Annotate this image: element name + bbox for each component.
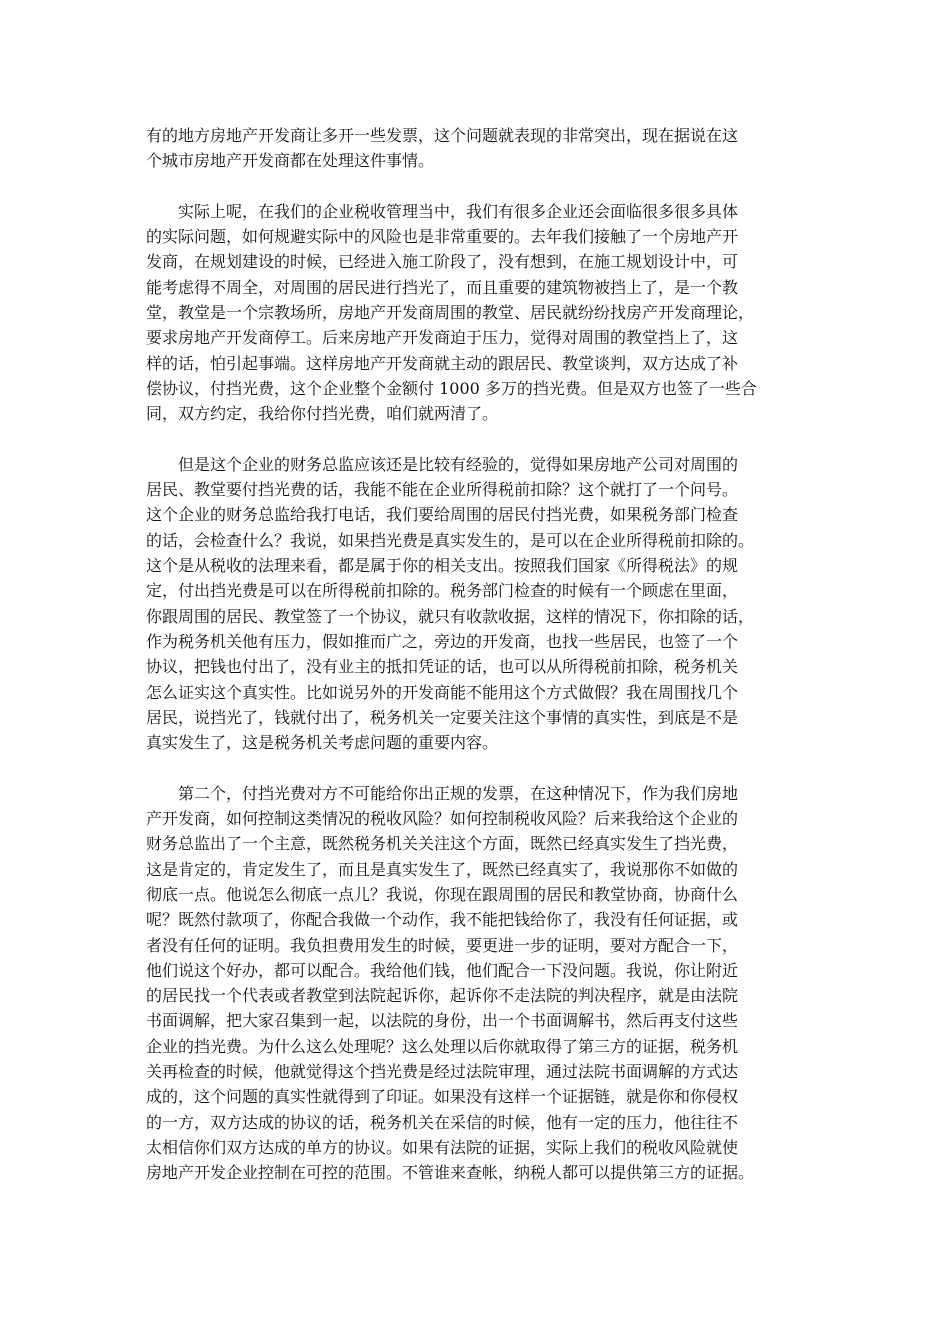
text-line: 同，双方约定，我给你付挡光费，咱们就两清了。 [146, 404, 499, 424]
text-line: 真实发生了，这是税务机关考虑问题的重要内容。 [146, 733, 499, 753]
text-line: 样的话，怕引起事端。这样房地产开发商就主动的跟居民、教堂谈判，双方达成了补 [146, 353, 739, 373]
text-line: 者没有任何的证明。我负担费用发生的时候，要更进一步的证明，要对方配合一下， [146, 935, 739, 955]
text-line: 这个企业的财务总监给我打电话，我们要给周围的居民付挡光费，如果税务部门检查 [146, 505, 739, 525]
text-line: 居民，说挡光了，钱就付出了，税务机关一定要关注这个事情的真实性，到底是不是 [146, 707, 739, 727]
text-line: 堂，教堂是一个宗教场所，房地产开发商周围的教堂、居民就纷纷找房产开发商理论， [146, 303, 755, 323]
text-line: 的实际问题，如何规避实际中的风险也是非常重要的。去年我们接触了一个房地产开 [146, 227, 739, 247]
document-page [146, 123, 804, 1185]
text-line: 个城市房地产开发商都在处理这件事情。 [146, 151, 435, 171]
paragraph-3 [146, 452, 804, 756]
text-line: 书面调解，把大家召集到一起，以法院的身份，出一个书面调解书，然后再支付这些 [146, 1011, 739, 1031]
text-line: 发商，在规划建设的时候，已经进入施工阶段了，没有想到，在施工规划设计中，可 [146, 252, 739, 272]
text-line: 实际上呢，在我们的企业税收管理当中，我们有很多企业还会面临很多很多具体 [178, 201, 739, 221]
text-line: 财务总监出了一个主意，既然税务机关关注这个方面，既然已经真实发生了挡光费， [146, 834, 739, 854]
text-line: 关再检查的时候，他就觉得这个挡光费是经过法院审理，通过法院书面调解的方式达 [146, 1061, 739, 1081]
text-line: 呢？既然付款项了，你配合我做一个动作，我不能把钱给你了，我没有任何证据，或 [146, 910, 739, 930]
text-line: 作为税务机关他有压力，假如推而广之，旁边的开发商，也找一些居民，也签了一个 [146, 631, 739, 651]
text-line: 偿协议，付挡光费，这个企业整个金额付 1000 多万的挡光费。但是双方也签了一些合 [146, 378, 757, 398]
text-line: 成的，这个问题的真实性就得到了印证。如果没有这样一个证据链，就是你和你侵权 [146, 1087, 739, 1107]
paragraph-1 [146, 123, 804, 174]
text-line: 这是肯定的，肯定发生了，而且是真实发生了，既然已经真实了，我说那你不如做的 [146, 859, 739, 879]
text-line: 但是这个企业的财务总监应该还是比较有经验的，觉得如果房地产公司对周围的 [178, 454, 739, 474]
text-line: 能考虑得不周全，对周围的居民进行挡光了，而且重要的建筑物被挡上了，是一个教 [146, 277, 739, 297]
paragraph-2 [146, 199, 804, 427]
text-line: 企业的挡光费。为什么这么处理呢？这么处理以后你就取得了第三方的证据，税务机 [146, 1036, 739, 1056]
text-line: 定，付出挡光费是可以在所得税前扣除的。税务部门检查的时候有一个顾虑在里面， [146, 581, 739, 601]
text-line: 有的地方房地产开发商让多开一些发票，这个问题就表现的非常突出，现在据说在这 [146, 126, 739, 145]
text-line: 这个是从税收的法理来看，都是属于你的相关支出。按照我们国家《所得税法》的规 [146, 556, 739, 576]
text-line: 太相信你们双方达成的单方的协议。如果有法院的证据，实际上我们的税收风险就使 [146, 1137, 739, 1157]
text-line: 协议，把钱也付出了，没有业主的抵扣凭证的话，也可以从所得税前扣除，税务机关 [146, 657, 739, 677]
text-line: 的居民找一个代表或者教堂到法院起诉你，起诉你不走法院的判决程序，就是由法院 [146, 986, 739, 1006]
text-line: 他们说这个好办，都可以配合。我给他们钱，他们配合一下没问题。我说，你让附近 [146, 960, 739, 980]
text-line: 房地产开发企业控制在可控的范围。不管谁来查帐，纳税人都可以提供第三方的证据。 [146, 1163, 755, 1183]
text-line: 居民、教堂要付挡光费的话，我能不能在企业所得税前扣除？这个就打了一个问号。 [146, 480, 739, 500]
text-line: 的话，会检查什么？我说，如果挡光费是真实发生的，是可以在企业所得税前扣除的。 [146, 530, 755, 550]
text-line: 你跟周围的居民、教堂签了一个协议，就只有收款收据，这样的情况下，你扣除的话， [146, 606, 755, 626]
text-line: 怎么证实这个真实性。比如说另外的开发商能不能用这个方式做假？我在周围找几个 [146, 682, 739, 702]
text-line: 第二个，付挡光费对方不可能给你出正规的发票，在这种情况下，作为我们房地 [178, 783, 739, 803]
text-line: 彻底一点。他说怎么彻底一点儿？我说，你现在跟周围的居民和教堂协商，协商什么 [146, 884, 739, 904]
text-line: 要求房地产开发商停工。后来房地产开发商迫于压力，觉得对周围的教堂挡上了，这 [146, 328, 739, 348]
text-line: 的一方，双方达成的协议的话，税务机关在采信的时候，他有一定的压力，他往往不 [146, 1112, 739, 1132]
paragraph-4 [146, 781, 804, 1186]
text-line: 产开发商，如何控制这类情况的税收风险？如何控制税收风险？后来我给这个企业的 [146, 809, 739, 829]
